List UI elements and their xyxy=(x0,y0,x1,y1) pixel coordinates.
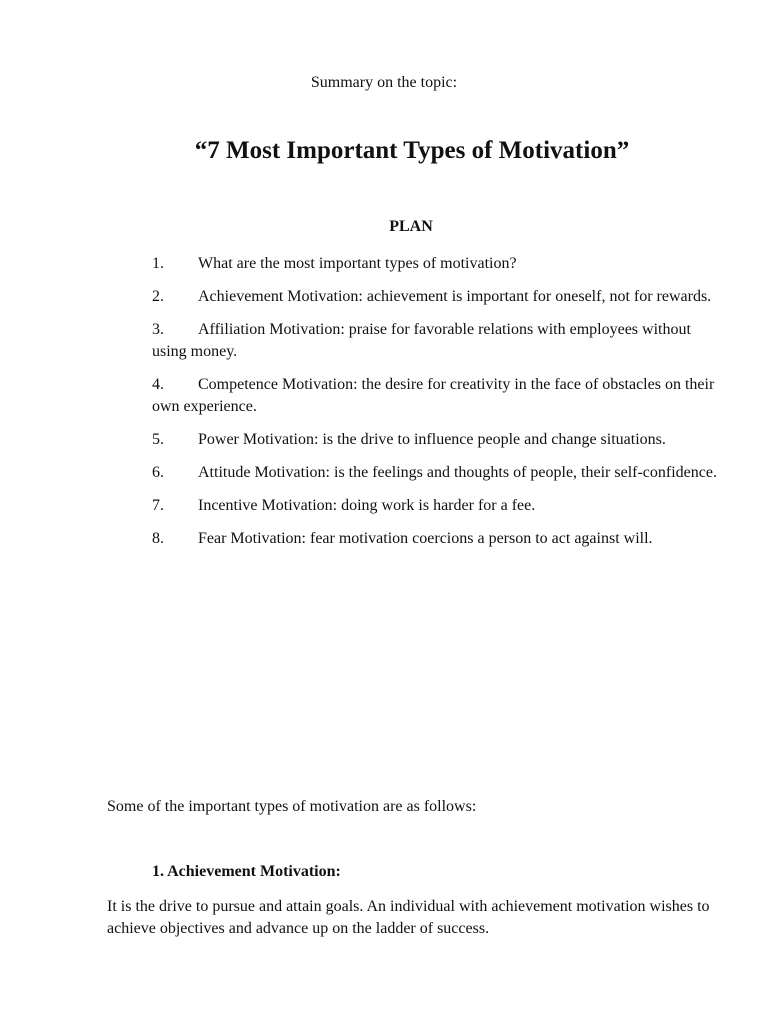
plan-item xyxy=(152,528,718,550)
plan-heading: PLAN xyxy=(389,218,433,235)
plan-item-number: 6. xyxy=(152,464,164,481)
plan-item-number: 5. xyxy=(152,431,164,448)
plan-item xyxy=(152,253,718,275)
plan-item-text: Attitude Motivation: is the feelings and thoughts of people, their self-confidence. xyxy=(198,464,717,481)
plan-item-text: Achievement Motivation: achievement is important for oneself, not for rewards. xyxy=(198,288,712,305)
plan-item xyxy=(152,319,718,363)
plan-item xyxy=(152,374,718,418)
plan-item-number: 3. xyxy=(152,321,164,338)
plan-item-text: Incentive Motivation: doing work is harder for a fee. xyxy=(198,497,536,514)
plan-item-text: Affiliation Motivation: praise for favorable relations with employees without using money. xyxy=(152,321,691,360)
plan-item-text: Power Motivation: is the drive to influence people and change situations. xyxy=(198,431,666,448)
plan-item-number: 4. xyxy=(152,376,164,393)
plan-item-text: What are the most important types of motivation? xyxy=(198,255,517,272)
section-heading: 1. Achievement Motivation: xyxy=(152,863,341,880)
plan-item-text: Fear Motivation: fear motivation coercions a person to act against will. xyxy=(198,530,653,547)
plan-list xyxy=(152,253,718,561)
plan-item-text: Competence Motivation: the desire for creativity in the face of obstacles on their own experience. xyxy=(152,376,715,415)
plan-item xyxy=(152,286,718,308)
plan-item-number: 8. xyxy=(152,530,164,547)
intro-paragraph: Some of the important types of motivation are as follows: xyxy=(107,798,477,815)
document-title: “7 Most Important Types of Motivation” xyxy=(194,137,630,164)
plan-item-number: 2. xyxy=(152,288,164,305)
plan-item xyxy=(152,462,718,484)
topic-label: Summary on the topic: xyxy=(310,74,458,91)
plan-item xyxy=(152,495,718,517)
plan-item-number: 7. xyxy=(152,497,164,514)
section-body: It is the drive to pursue and attain goals. An individual with achievement motivation wishes to achieve objectives and advance up on the ladder of success. xyxy=(107,898,710,937)
plan-item xyxy=(152,429,718,451)
plan-item-number: 1. xyxy=(152,255,164,272)
